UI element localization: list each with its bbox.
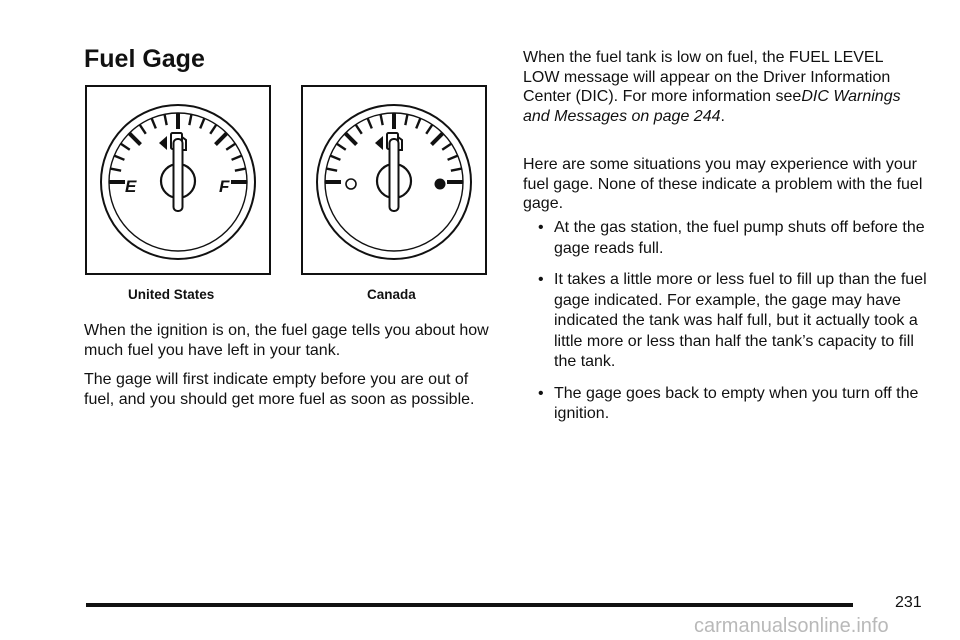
gauge-tick: [200, 118, 204, 128]
gauge-tick: [426, 125, 432, 134]
full-mark-filled-circle: [435, 179, 446, 190]
situations-list: [538, 218, 938, 436]
gauge-tick: [210, 125, 216, 134]
gauge-tick: [345, 133, 356, 144]
fuel-gauge-canada-icon: [303, 87, 485, 273]
page-number: 231: [895, 594, 922, 611]
list-item: • The gage goes back to empty when you turn off the ignition.: [538, 384, 919, 422]
gauge-tick: [431, 133, 442, 144]
gauge-tick: [405, 114, 407, 125]
gauge-tick: [448, 156, 458, 160]
fuel-gauge-us-icon: [87, 87, 269, 273]
empty-mark-label: E: [125, 177, 137, 196]
gauge-tick: [152, 118, 156, 128]
gauge-tick: [381, 114, 383, 125]
gauge-tick: [326, 169, 337, 171]
figure-us-gauge: [85, 85, 271, 275]
full-mark-label: F: [219, 177, 230, 196]
paragraph-low-fuel: [523, 48, 915, 126]
low-fuel-text: When the fuel tank is low on fuel, the FUEL LEVEL LOW message will appear on the Driver Information Center (DIC). For more information see: [523, 49, 891, 105]
paragraph-ignition: When the ignition is on, the fuel gage tells you about how much fuel you have left in your tank.: [84, 322, 489, 359]
bullet-glyph: •: [538, 219, 544, 236]
gauge-tick: [189, 114, 191, 125]
gauge-tick: [215, 133, 226, 144]
paragraph-empty-warning: The gage will first indicate empty before you are out of fuel, and you should get more fuel as soon as possible.: [84, 371, 475, 408]
bullet-glyph: •: [538, 384, 544, 402]
figure-canada-caption: Canada: [367, 287, 416, 302]
gauge-tick: [416, 118, 420, 128]
list-item: • At the gas station, the fuel pump shuts off before the gage reads full.: [538, 219, 925, 257]
gauge-tick: [165, 114, 167, 125]
gauge-tick: [226, 144, 235, 150]
bullet-glyph: •: [538, 271, 544, 288]
gauge-tick: [121, 144, 130, 150]
gauge-tick: [451, 169, 462, 171]
paragraph-situations: Here are some situations you may experience with your fuel gage. None of these indicate a problem with the fuel gage.: [523, 156, 923, 212]
empty-mark-open-circle: [346, 179, 356, 189]
gauge-tick: [129, 133, 140, 144]
gauge-tick: [114, 156, 124, 160]
gauge-tick: [140, 125, 146, 134]
fuel-door-arrow-icon: [375, 136, 383, 150]
footer-rule: [86, 603, 853, 607]
gauge-tick: [232, 156, 242, 160]
gauge-tick: [337, 144, 346, 150]
gauge-tick: [442, 144, 451, 150]
low-fuel-text-end: .: [720, 107, 725, 125]
fuel-door-arrow-icon: [159, 136, 167, 150]
section-title: Fuel Gage: [84, 45, 205, 73]
list-item: • It takes a little more or less fuel to fill up than the fuel gage indicated. For example, the gage may have indicated the tank was half full, but it actually took a little more or less than half the tank’s capacity to fill the tank.: [538, 271, 927, 370]
gauge-tick: [235, 169, 246, 171]
watermark: carmanualsonline.info: [694, 615, 889, 637]
figure-us-caption: United States: [128, 287, 215, 302]
figure-canada-gauge: [301, 85, 487, 275]
gauge-tick: [356, 125, 362, 134]
gauge-tick: [330, 156, 340, 160]
gauge-tick: [110, 169, 121, 171]
dic-reference-link[interactable]: DIC Warnings and Messages on page 244: [523, 88, 901, 125]
gauge-tick: [368, 118, 372, 128]
